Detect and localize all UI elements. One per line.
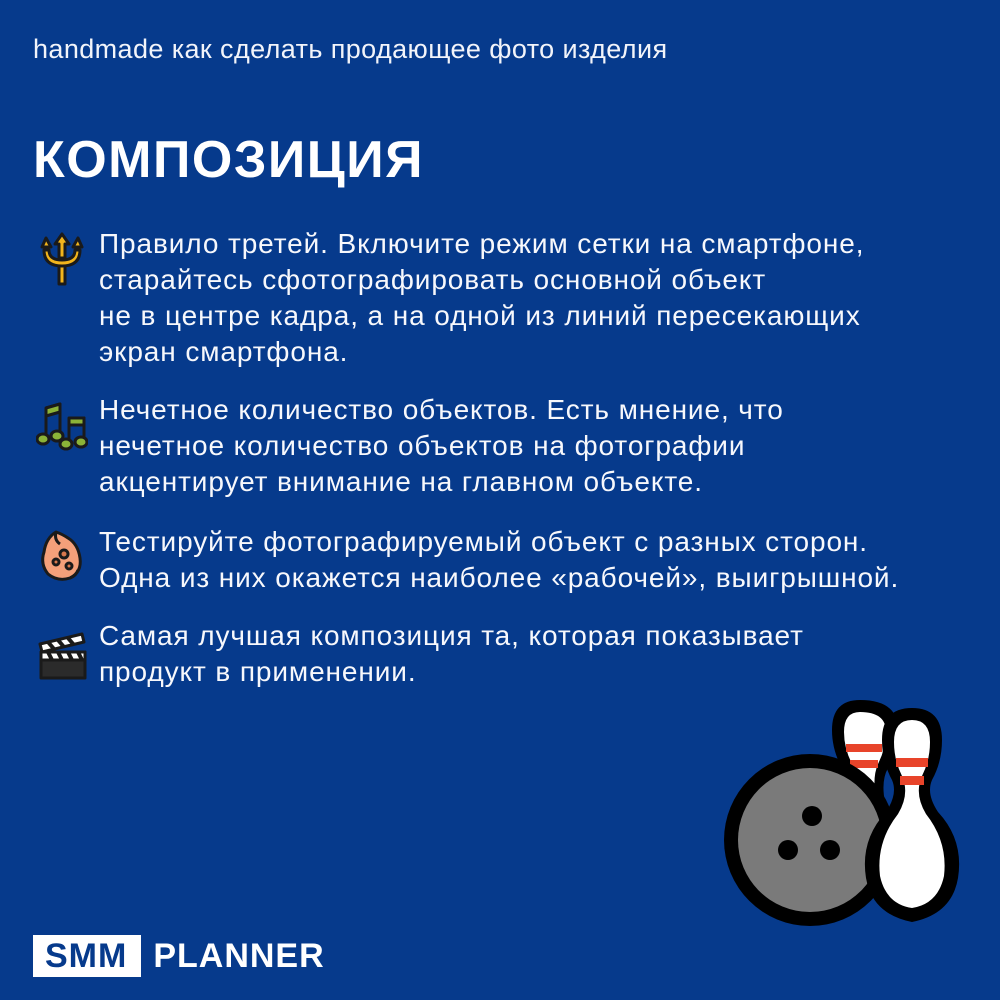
tip-text <box>99 524 989 596</box>
tip-line: Нечетное количество объектов. Есть мнение, что <box>99 394 784 425</box>
tip-line: Самая лучшая композиция та, которая показывает <box>99 620 804 651</box>
logo-text: PLANNER <box>153 936 325 975</box>
subtitle: handmade как сделать продающее фото изделия <box>33 34 668 64</box>
tip-line: продукт в применении. <box>99 656 417 687</box>
logo-box: SMM <box>33 935 141 977</box>
trident-icon <box>36 232 88 288</box>
tip-text <box>99 226 989 370</box>
tip-line: Тестируйте фотографируемый объект с разных сторон. <box>99 526 868 557</box>
tip-line: старайтесь сфотографировать основной объект <box>99 264 767 295</box>
page-title: КОМПОЗИЦИЯ <box>33 131 425 189</box>
music-notes-icon <box>36 396 88 452</box>
tip-line: Правило третей. Включите режим сетки на смартфоне, <box>99 228 865 259</box>
tip-line: не в центре кадра, а на одной из линий пересекающих <box>99 300 861 331</box>
tip-text <box>99 618 989 690</box>
clapper-board-icon <box>36 626 88 682</box>
tip-line: нечетное количество объектов на фотографии <box>99 430 746 461</box>
bowling-icon <box>720 690 970 930</box>
tip-line: акцентирует внимание на главном объекте. <box>99 466 703 497</box>
tip-line: Одна из них окажется наиболее «рабочей», выигрышной. <box>99 562 900 593</box>
smm-planner-logo <box>33 935 325 977</box>
tip-text <box>99 392 989 500</box>
tip-line: экран смартфона. <box>99 336 349 367</box>
seashell-icon <box>36 528 88 584</box>
